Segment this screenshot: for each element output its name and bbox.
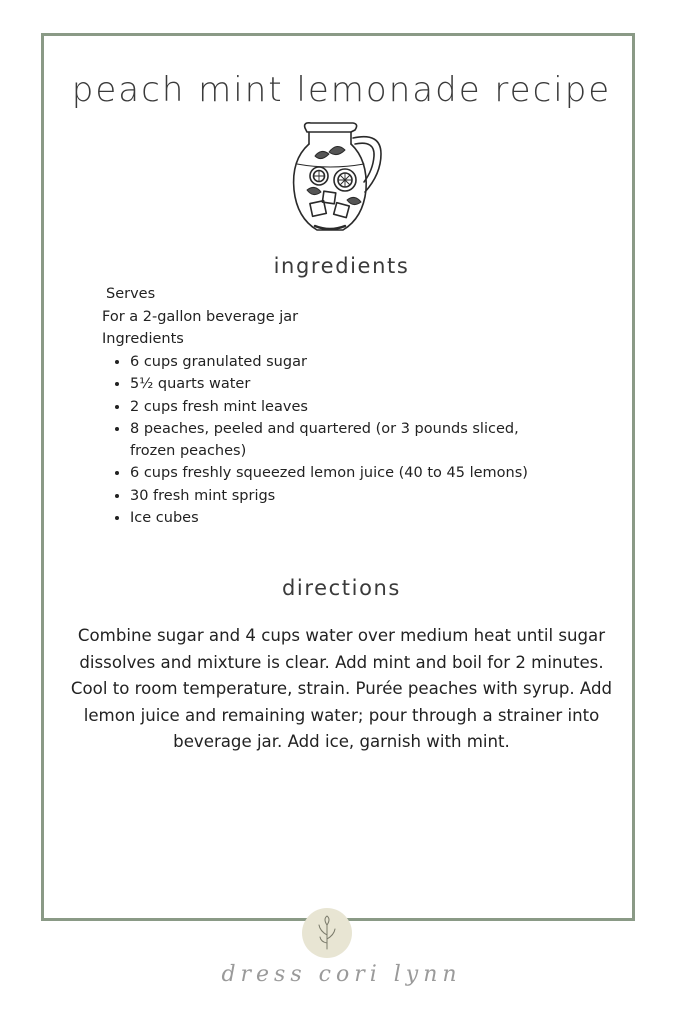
ingredients-label: Ingredients <box>102 331 184 347</box>
ingredient-item: • 8 peaches, peeled and quartered (or 3 pounds sliced, frozen peaches) <box>130 419 540 463</box>
ingredient-item: • Ice cubes <box>130 508 540 530</box>
ingredient-list <box>102 352 540 531</box>
directions-heading: directions <box>282 576 401 600</box>
brand-signature: dress cori lynn <box>221 962 462 987</box>
ingredient-item: • 6 cups granulated sugar <box>130 352 540 374</box>
brand-logo <box>302 908 352 958</box>
lemonade-pitcher-icon <box>285 118 389 238</box>
directions-text: Combine sugar and 4 cups water over medium heat until sugar dissolves and mixture is clear. Add mint and boil for 2 minutes. Cool to room temperature, strain. Purée peaches with syrup. Add lemon juice and remaining water; pour through a strainer into beverage jar. Add ice, garnish with mint. <box>70 626 613 751</box>
wildflower-icon <box>315 915 339 951</box>
ingredients-heading: ingredients <box>273 254 410 278</box>
ingredient-item: • 2 cups fresh mint leaves <box>130 397 540 419</box>
ingredient-item: • 6 cups freshly squeezed lemon juice (40 to 45 lemons) <box>130 463 540 485</box>
page-title: peach mint lemonade recipe <box>71 70 612 110</box>
serves-label: Serves <box>106 286 156 302</box>
ingredient-item: • 5½ quarts water <box>130 374 540 396</box>
ingredient-item: • 30 fresh mint sprigs <box>130 486 540 508</box>
yield-text: For a 2-gallon beverage jar <box>102 309 299 325</box>
